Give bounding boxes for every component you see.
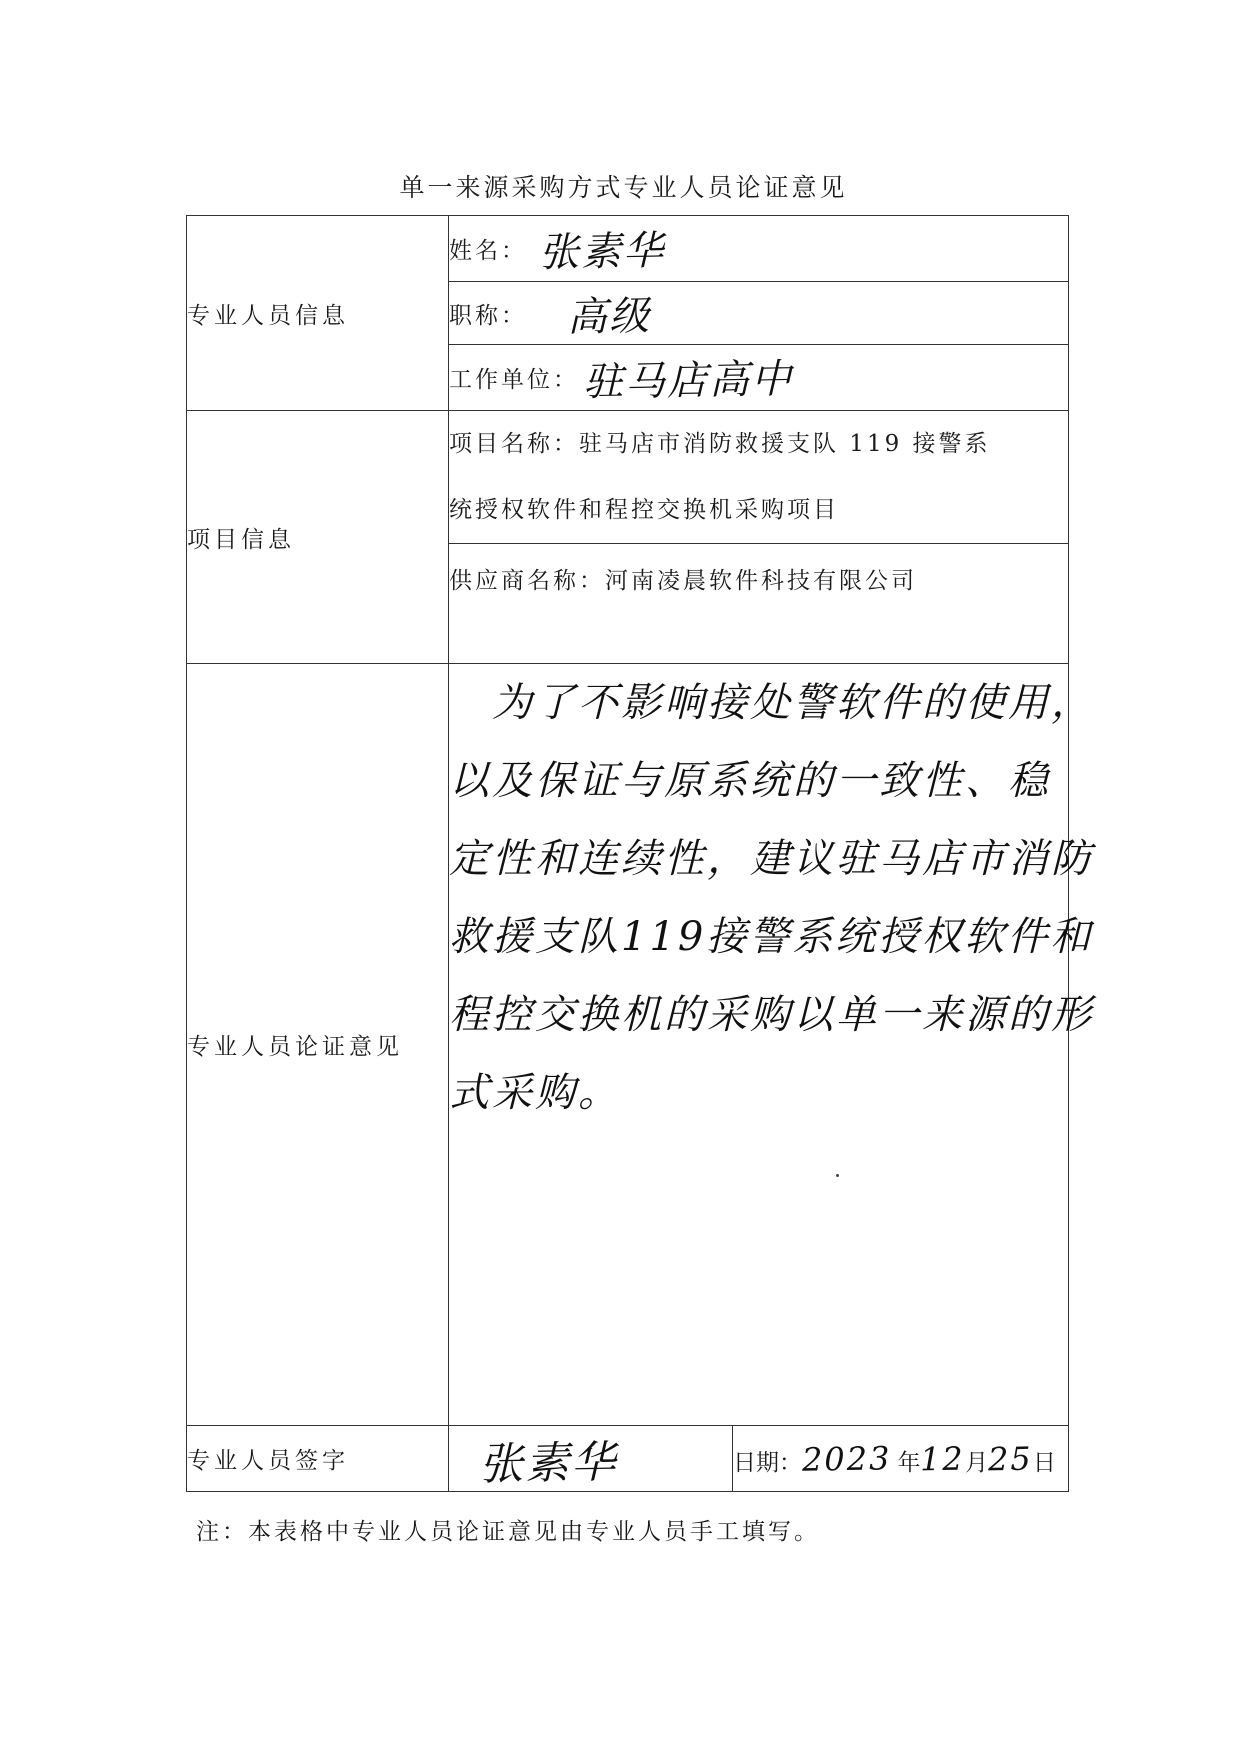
project-section-label: 项目信息 bbox=[187, 411, 449, 664]
opinion-form-table bbox=[186, 215, 1094, 1492]
opinion-line: 以及保证与原系统的一致性、稳 bbox=[449, 758, 1051, 804]
supplier-cell bbox=[449, 544, 1069, 664]
supplier-text: 供应商名称：河南凌晨软件科技有限公司 bbox=[449, 568, 917, 594]
date-year-unit: 年 bbox=[897, 1449, 921, 1476]
signature-handwritten: 张素华 bbox=[478, 1436, 618, 1490]
opinion-section-label: 专业人员论证意见 bbox=[187, 664, 449, 1426]
date-month-unit: 月 bbox=[965, 1449, 989, 1476]
document-title: 单一来源采购方式专业人员论证意见 bbox=[399, 173, 848, 202]
opinion-line: 救援支队119接警系统授权软件和 bbox=[449, 914, 1094, 960]
project-name-line1: 项目名称：驻马店市消防救援支队 119 接警系 bbox=[449, 431, 991, 457]
name-label: 姓名： bbox=[449, 238, 527, 264]
date-label: 日期： bbox=[733, 1449, 802, 1476]
project-name-cell bbox=[449, 411, 1069, 544]
opinion-line: 程控交换机的采购以单一来源的形 bbox=[449, 992, 1094, 1038]
title-handwritten: 高级 bbox=[566, 292, 652, 341]
date-day-unit: 日 bbox=[1032, 1449, 1056, 1476]
signature-cell bbox=[449, 1426, 733, 1492]
date-cell bbox=[733, 1426, 1069, 1492]
name-row bbox=[449, 216, 1069, 282]
employer-label: 工作单位： bbox=[449, 367, 579, 393]
employer-handwritten: 驻马店高中 bbox=[582, 356, 794, 406]
date-month: 12 bbox=[920, 1439, 966, 1478]
personnel-section-label: 专业人员信息 bbox=[187, 216, 449, 411]
project-name-line2: 统授权软件和程控交换机采购项目 bbox=[449, 497, 839, 523]
date-day: 25 bbox=[987, 1439, 1034, 1478]
title-label: 职称： bbox=[449, 302, 527, 329]
employer-row bbox=[449, 345, 1069, 411]
opinion-line: 定性和连续性，建议驻马店市消防 bbox=[449, 836, 1094, 882]
name-handwritten: 张素华 bbox=[538, 227, 666, 277]
footnote: 注：本表格中专业人员论证意见由专业人员手工填写。 bbox=[196, 1519, 820, 1545]
date-year: 2023 bbox=[801, 1438, 892, 1479]
title-row bbox=[449, 282, 1069, 345]
ink-speck bbox=[836, 1174, 839, 1177]
opinion-handwritten-cell bbox=[449, 664, 1094, 1426]
signature-label: 专业人员签字 bbox=[187, 1426, 449, 1492]
opinion-line: 式采购。 bbox=[449, 1070, 621, 1116]
opinion-line: 为了不影响接处警软件的使用， bbox=[449, 680, 1094, 726]
